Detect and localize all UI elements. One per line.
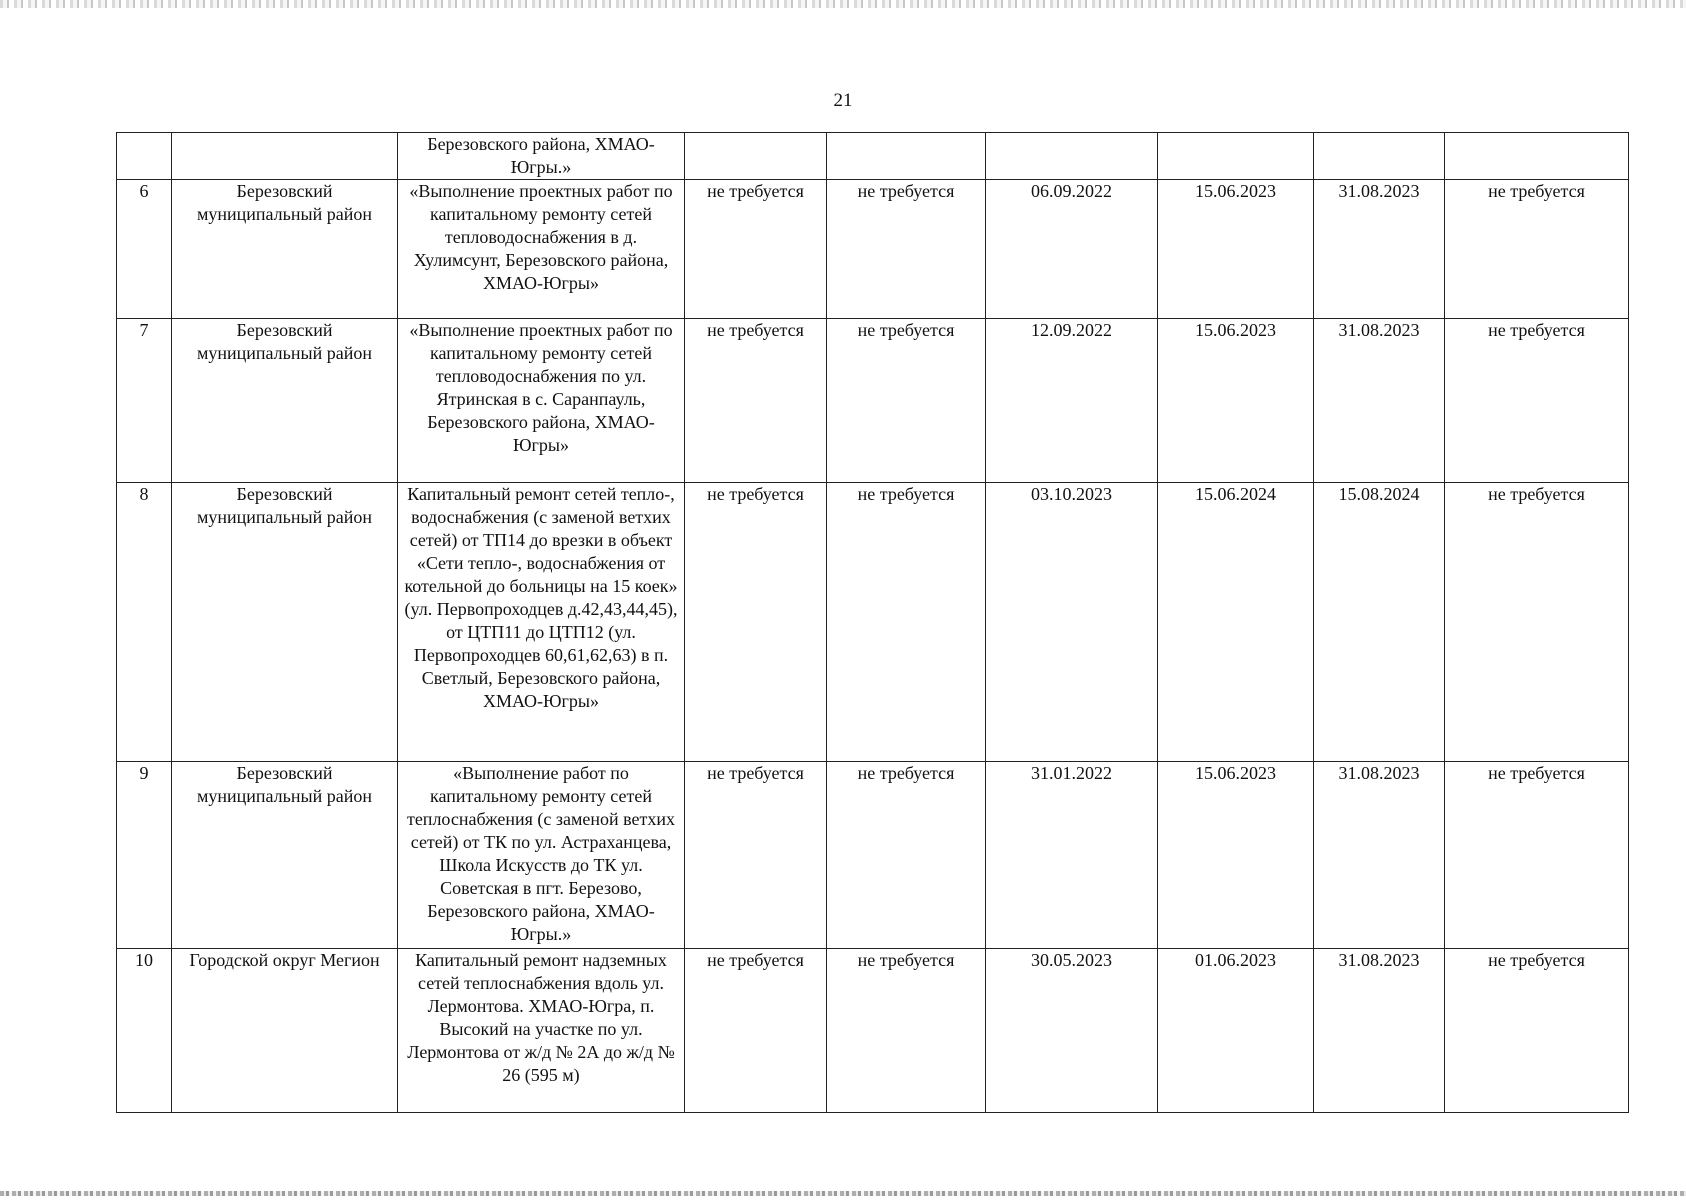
cell-col4: не требуется: [685, 180, 827, 319]
cell-col9: не требуется: [1445, 180, 1629, 319]
row-number-cell: 7: [117, 319, 172, 483]
cell-col9: не требуется: [1445, 762, 1629, 949]
description-cell: Капитальный ремонт сетей тепло-, водоснабжения (с заменой ветхих сетей) от ТП14 до врезки в объект «Сети тепло-, водоснабжения от котельной до больницы на 15 коек» (ул. Первопроходцев д.42,43,44,45), от ЦТП11 до ЦТП12 (ул. Первопроходцев 60,61,62,63) в п. Светлый, Березовского района, ХМАО-Югры»: [398, 483, 685, 762]
page-number: 21: [833, 90, 853, 111]
table-row: [117, 483, 1629, 762]
row-number-cell: 6: [117, 180, 172, 319]
cell-col9: не требуется: [1445, 319, 1629, 483]
municipality-cell: Березовский муниципальный район: [172, 483, 398, 762]
cell-col6: 03.10.2023: [986, 483, 1158, 762]
cell-col7: [1158, 133, 1314, 180]
table-row: [117, 133, 1629, 180]
description-cell: Березовского района, ХМАО-Югры.»: [398, 133, 685, 180]
description-cell: «Выполнение работ по капитальному ремонту сетей теплоснабжения (с заменой ветхих сетей) от ТК по ул. Астраханцева, Школа Искусств до ТК ул. Советская в пгт. Березово, Березовского района, ХМАО-Югры.»: [398, 762, 685, 949]
municipality-cell: Березовский муниципальный район: [172, 319, 398, 483]
municipality-cell: Городской округ Мегион: [172, 949, 398, 1113]
table-row: [117, 319, 1629, 483]
row-number-cell: 10: [117, 949, 172, 1113]
cell-col8: 31.08.2023: [1314, 180, 1445, 319]
description-cell: «Выполнение проектных работ по капитальному ремонту сетей тепловодоснабжения по ул. Ятринская в с. Саранпауль, Березовского района, ХМАО-Югры»: [398, 319, 685, 483]
scan-edge-bottom: [0, 1191, 1686, 1196]
cell-col4: не требуется: [685, 319, 827, 483]
municipality-cell: Березовский муниципальный район: [172, 762, 398, 949]
cell-col4: не требуется: [685, 949, 827, 1113]
scan-edge-top: [0, 0, 1686, 8]
row-number-cell: 9: [117, 762, 172, 949]
table-row: [117, 762, 1629, 949]
cell-col6: 31.01.2022: [986, 762, 1158, 949]
cell-col6: 06.09.2022: [986, 180, 1158, 319]
cell-col6: [986, 133, 1158, 180]
row-number-cell: [117, 133, 172, 180]
cell-col9: [1445, 133, 1629, 180]
cell-col7: 01.06.2023: [1158, 949, 1314, 1113]
cell-col5: [827, 133, 986, 180]
municipality-cell: [172, 133, 398, 180]
cell-col5: не требуется: [827, 483, 986, 762]
cell-col5: не требуется: [827, 762, 986, 949]
cell-col7: 15.06.2023: [1158, 319, 1314, 483]
cell-col4: не требуется: [685, 483, 827, 762]
cell-col4: не требуется: [685, 762, 827, 949]
cell-col8: 15.08.2024: [1314, 483, 1445, 762]
municipality-cell: Березовский муниципальный район: [172, 180, 398, 319]
cell-col5: не требуется: [827, 180, 986, 319]
table-row: [117, 949, 1629, 1113]
cell-col8: 31.08.2023: [1314, 949, 1445, 1113]
cell-col7: 15.06.2023: [1158, 180, 1314, 319]
cell-col8: 31.08.2023: [1314, 319, 1445, 483]
works-table: [116, 132, 1629, 1113]
cell-col6: 30.05.2023: [986, 949, 1158, 1113]
cell-col9: не требуется: [1445, 483, 1629, 762]
row-number-cell: 8: [117, 483, 172, 762]
cell-col9: не требуется: [1445, 949, 1629, 1113]
cell-col6: 12.09.2022: [986, 319, 1158, 483]
cell-col4: [685, 133, 827, 180]
cell-col5: не требуется: [827, 949, 986, 1113]
cell-col7: 15.06.2023: [1158, 762, 1314, 949]
description-cell: «Выполнение проектных работ по капитальному ремонту сетей тепловодоснабжения в д. Хулимсунт, Березовского района, ХМАО-Югры»: [398, 180, 685, 319]
cell-col5: не требуется: [827, 319, 986, 483]
cell-col8: [1314, 133, 1445, 180]
cell-col8: 31.08.2023: [1314, 762, 1445, 949]
table-row: [117, 180, 1629, 319]
description-cell: Капитальный ремонт надземных сетей теплоснабжения вдоль ул. Лермонтова. ХМАО-Югра, п. Высокий на участке по ул. Лермонтова от ж/д № 2А до ж/д № 26 (595 м): [398, 949, 685, 1113]
cell-col7: 15.06.2024: [1158, 483, 1314, 762]
